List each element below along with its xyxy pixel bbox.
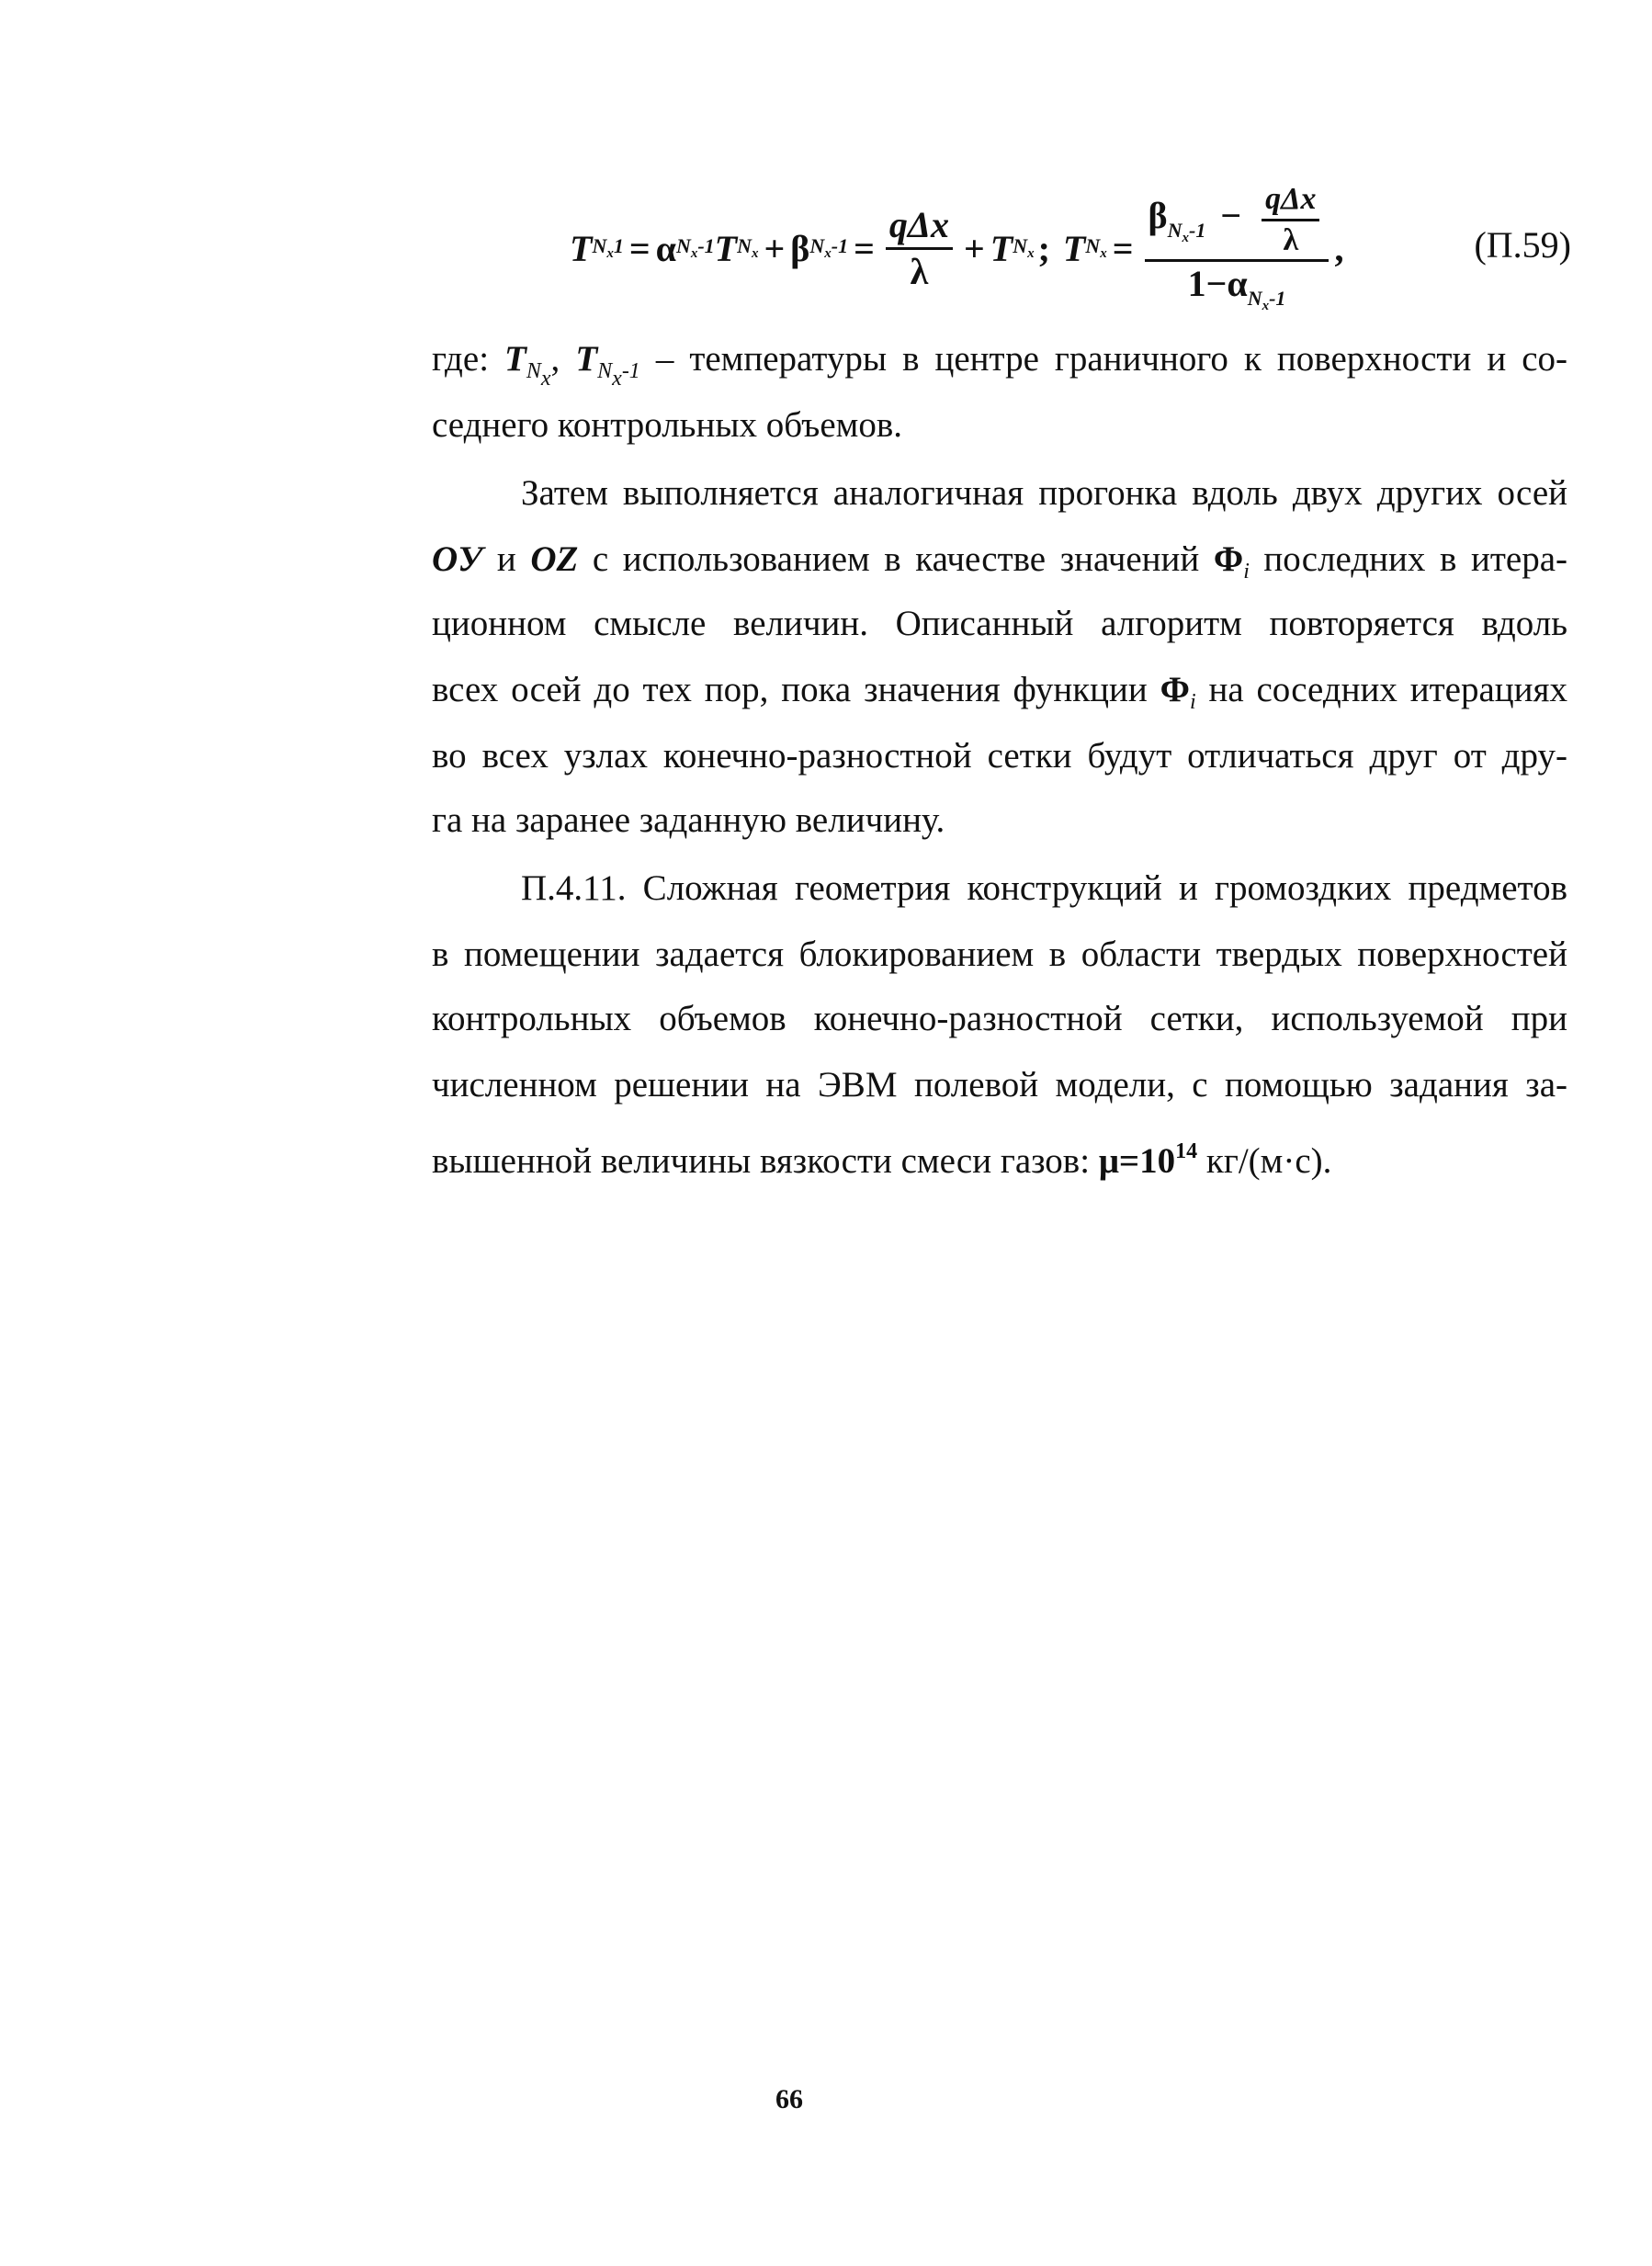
text-span: вышенной величины вязкости смеси газов: [432,1141,1099,1181]
formula-symbol: 1− [1187,263,1228,305]
formula-subscript: N [1013,234,1028,257]
subscript: x [540,367,551,391]
formula-symbol: α [1227,263,1248,305]
text-line: численном решении на ЭВМ полевой модели, с помощью задания за- [432,1065,1567,1105]
text-span: всех осей до тех пор, пока значения функции [432,670,1160,709]
math-variable: Φ [1213,539,1244,579]
equation [570,179,1343,317]
text-line: во всех узлах конечно-разностной сетки будут отличаться друг от дру- [432,736,1567,776]
formula-subscript: -1 [1189,219,1206,243]
text-span: на соседних итерациях [1195,670,1567,709]
formula-subscript: x [690,246,698,261]
formula-operator: − [1220,195,1242,237]
text-span: с использованием в качестве значений [578,539,1214,579]
superscript: 14 [1175,1139,1198,1163]
formula-subscript: x [1100,246,1107,261]
text-line: Затем выполняется аналогичная прогонка вдоль двух других осей [521,473,1567,513]
subscript: -1 [621,359,640,383]
text-line: га на заранее заданную величину. [432,800,945,840]
formula-subscript: -1 [1269,287,1286,311]
fraction [886,205,953,292]
formula-symbol: T [1062,227,1086,269]
text-line [432,669,1567,715]
subscript: i [1243,560,1250,583]
fraction-numerator: qΔx [886,205,953,250]
formula-subscript: N [809,234,825,257]
formula-symbol: α [655,227,676,269]
math-variable: T [575,339,598,379]
formula-subscript: N [675,234,691,257]
text-span: кг/(м·с). [1197,1141,1332,1181]
formula-operator: + [963,227,985,269]
formula-block [570,179,1571,317]
fraction-numerator: qΔx [1262,182,1319,221]
formula-subscript: -1 [831,234,849,257]
formula-symbol: β [790,227,810,269]
formula-symbol: T [570,227,593,269]
text-line [432,338,1568,391]
text-span: где: [432,339,505,379]
text-line: в помещении задается блокированием в области твердых поверхностей [432,935,1567,974]
fraction-numerator [1145,182,1330,262]
formula-symbol: T [714,227,738,269]
math-variable: OZ [530,539,579,579]
math-variable: T [504,339,526,379]
math-variable: OУ [432,539,483,579]
math-expression: μ=10 [1098,1141,1176,1181]
text-span: последних в итера- [1249,539,1568,579]
fraction-denominator [1184,262,1290,314]
fraction-denominator: λ [1283,222,1299,257]
formula-subscript: x [1027,246,1035,261]
text-span: , [550,339,576,379]
formula-operator: + [764,227,786,269]
formula-subscript: x [752,246,759,261]
fraction-denominator: λ [910,250,929,292]
text-line [432,1130,1567,1181]
formula-subscript: N [1167,219,1182,243]
formula-subscript: 1 [613,234,624,257]
page-number: 66 [775,2084,803,2114]
text-line [432,538,1567,584]
formula-symbol: T [990,227,1013,269]
formula-separator: ; [1037,227,1050,269]
text-line: контрольных объемов конечно-разностной сетки, используемой при [432,999,1567,1038]
formula-subscript: N [1085,234,1101,257]
subscript: N [597,359,613,383]
formula-subscript: N [592,234,607,257]
formula-subscript: x [606,246,614,261]
fraction-main [1145,182,1330,313]
text-line: ционном смысле величин. Описанный алгоритм повторяется вдоль [432,604,1567,643]
formula-subscript: x [824,246,832,261]
subscript: x [612,367,622,391]
formula-operator: = [854,227,875,269]
formula-subscript: -1 [697,234,715,257]
text-span: и [482,539,531,579]
text-span: – температуры в центре граничного к поверхности и со- [639,339,1568,379]
equation-number: (П.59) [1474,224,1571,266]
subscript: i [1189,690,1196,714]
formula-subscript: N [737,234,752,257]
math-variable: Φ [1160,670,1190,709]
text-line: П.4.11. Сложная геометрия конструкций и громоздких предметов [521,868,1567,908]
formula-separator: , [1334,227,1344,269]
subscript: N [526,359,541,383]
formula-operator: = [628,227,651,269]
fraction-inner [1262,182,1319,257]
formula-subscript: x [1262,299,1270,314]
formula-subscript: x [1182,231,1190,246]
formula-operator: = [1112,227,1134,269]
formula-symbol: β [1148,195,1168,237]
formula-subscript: N [1247,287,1262,311]
text-line: седнего контрольных объемов. [432,405,902,445]
